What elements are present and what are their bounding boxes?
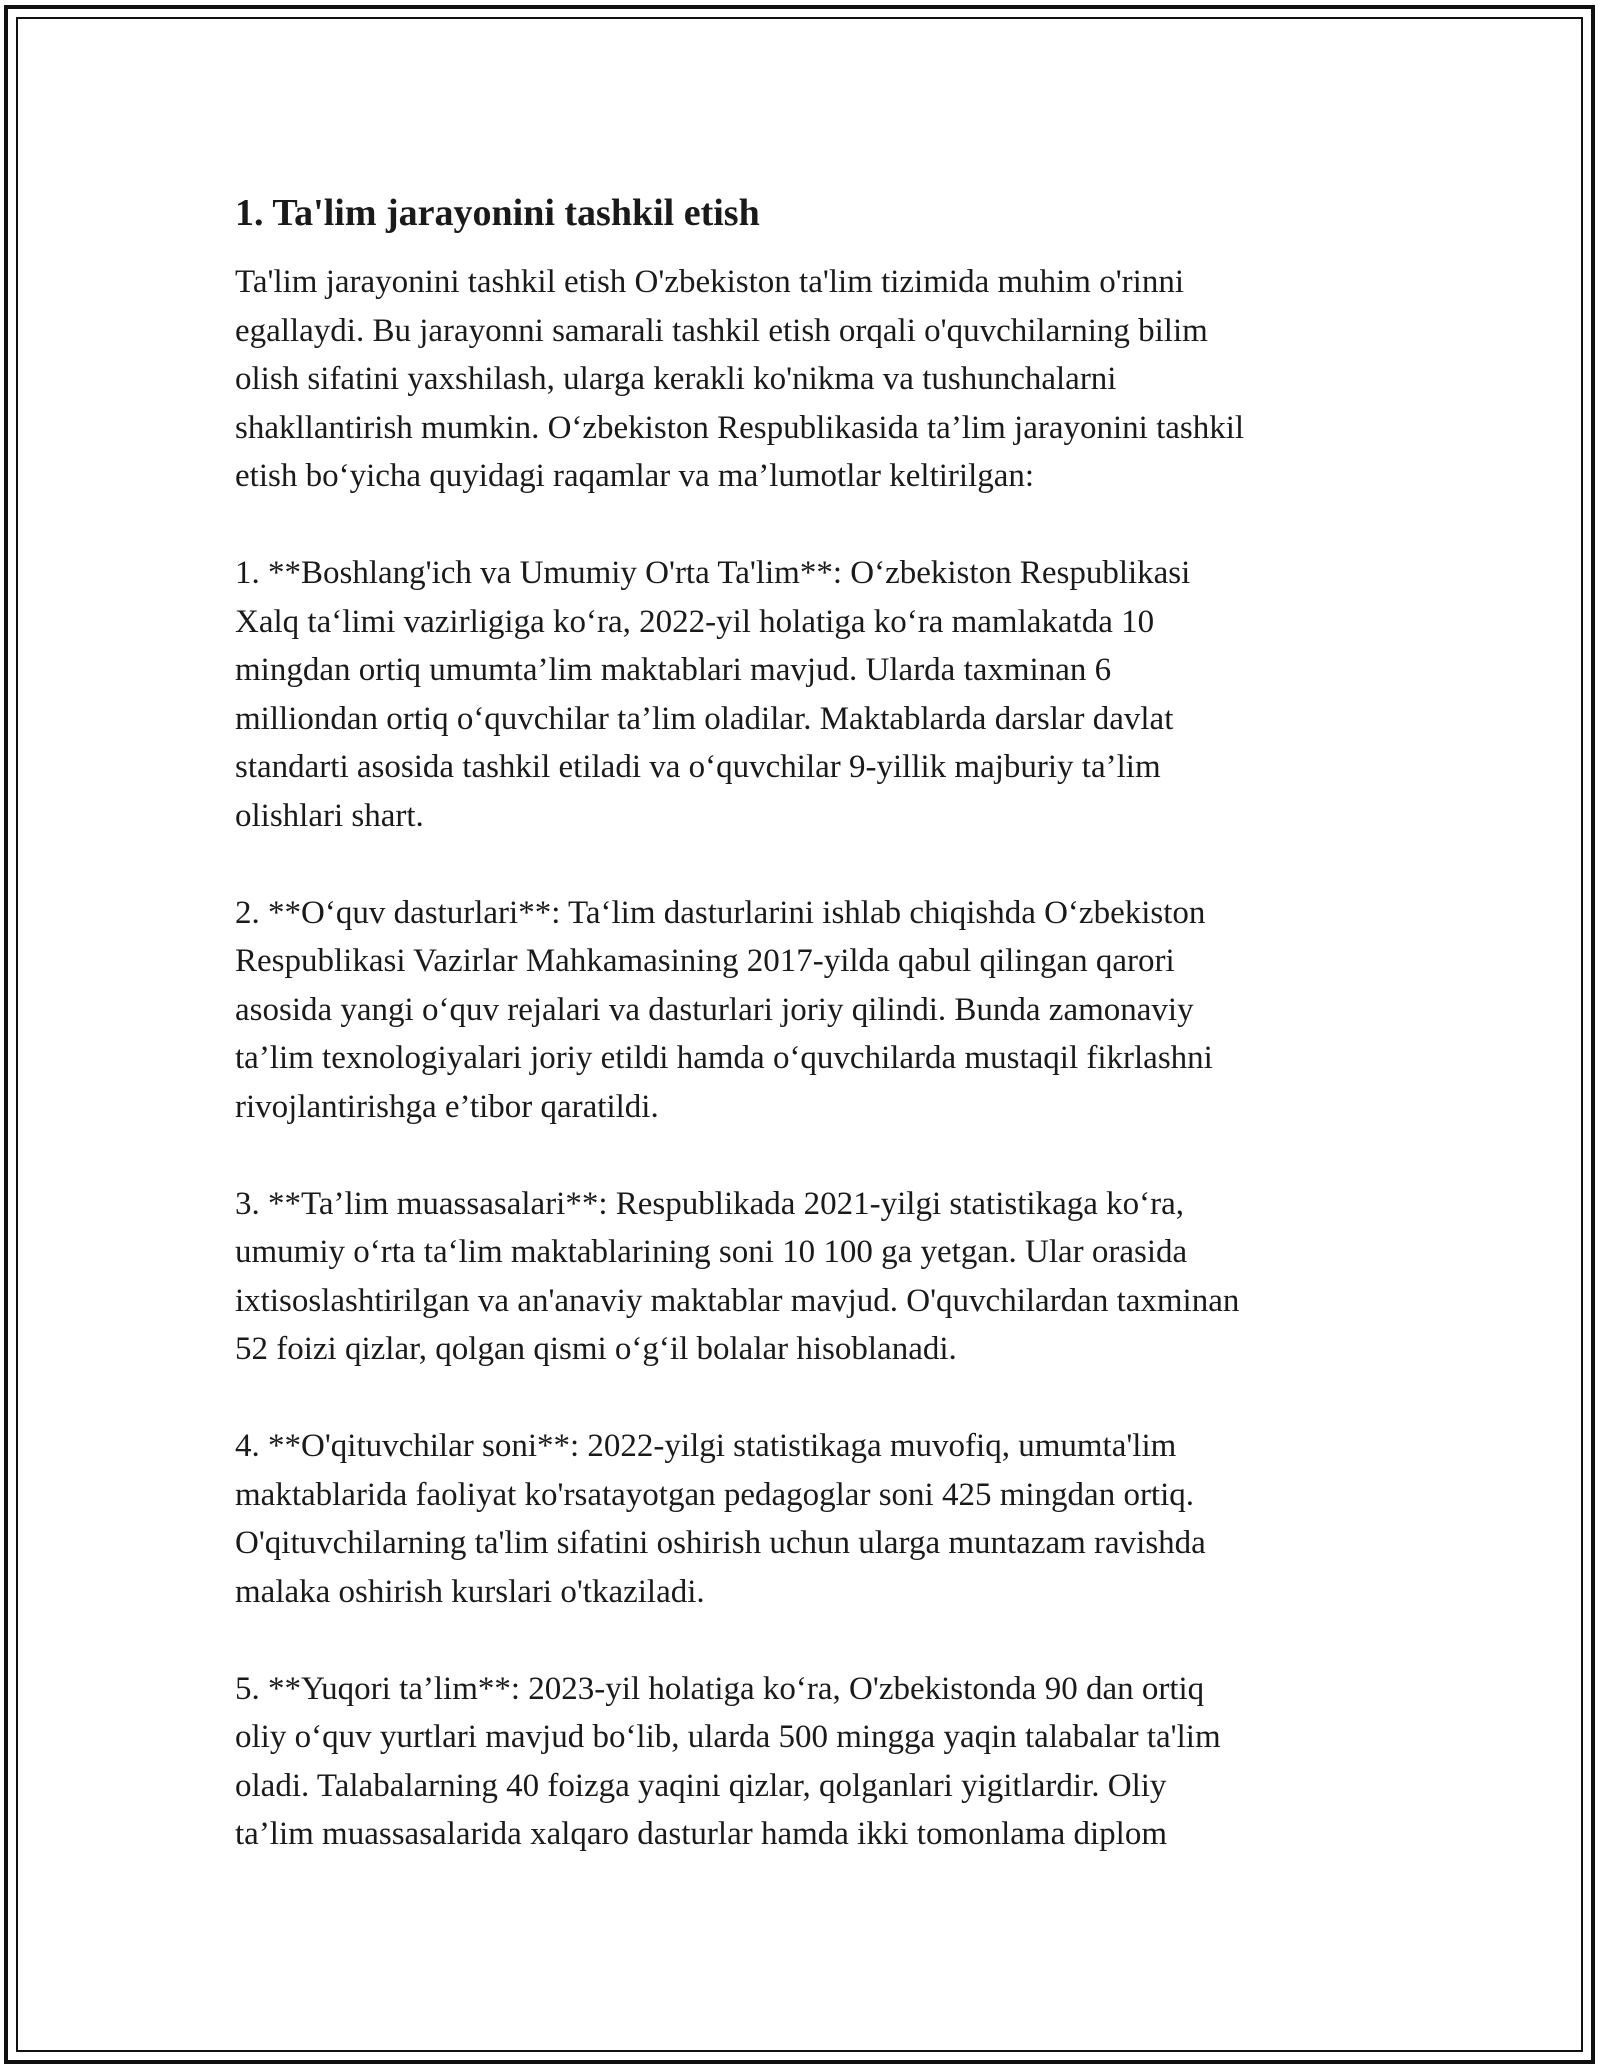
text-line: oladi. Talabalarning 40 foizga yaqini qizlar, qolganlari yigitlardir. Oliy [235,1767,1167,1804]
document-body [235,188,1365,1907]
text-line: 4. **O'qituvchilar soni**: 2022-yilgi statistikaga muvofiq, umumta'lim [235,1428,1177,1464]
text-line: malaka oshirish kurslari o'tkaziladi. [235,1573,705,1610]
text-line: mingdan ortiq umumta’lim maktablari mavjud. Ularda taxminan 6 [235,652,1112,688]
text-line: etish bo‘yicha quyidagi raqamlar va ma’lumotlar keltirilgan: [235,458,1035,494]
text-line: olishlari shart. [235,797,424,834]
text-line: Xalq ta‘limi vazirligiga ko‘ra, 2022-yil holatiga ko‘ra mamlakatda 10 [235,603,1155,640]
text-line: Ta'lim jarayonini tashkil etish O'zbekiston ta'lim tizimida muhim o'rinni [235,264,1184,300]
text-line: ta’lim muassasalarida xalqaro dasturlar hamda ikki tomonlama diplom [235,1816,1167,1852]
paragraph [235,258,1365,501]
text-line: shakllantirish mumkin. O‘zbekiston Respublikasida ta’lim jarayonini tashkil [235,409,1245,446]
paragraph [235,549,1365,840]
text-line: egallaydi. Bu jarayonni samarali tashkil etish orqali o'quvchilarning bilim [235,312,1208,349]
text-line: standarti asosida tashkil etiladi va o‘quvchilar 9-yillik majburiy ta’lim [235,749,1161,785]
text-line: 3. **Ta’lim muassasalari**: Respublikada 2021-yilgi statistikaga ko‘ra, [235,1185,1184,1222]
text-line: 1. **Boshlang'ich va Umumiy O'rta Ta'lim**: O‘zbekiston Respublikasi [235,555,1191,591]
text-line: 5. **Yuqori ta’lim**: 2023-yil holatiga ko‘ra, O'zbekistonda 90 dan ortiq [235,1670,1205,1707]
text-line: maktablarida faoliyat ko'rsatayotgan pedagoglar soni 425 mingdan ortiq. [235,1476,1195,1513]
text-line: rivojlantirishga e’tibor qaratildi. [235,1088,659,1125]
text-line: 52 foizi qizlar, qolgan qismi o‘g‘il bolalar hisoblanadi. [235,1331,957,1367]
text-line: olish sifatini yaxshilash, ularga kerakli ko'nikma va tushunchalarni [235,361,1117,397]
text-line: umumiy o‘rta ta‘lim maktablarining soni 10 100 ga yetgan. Ular orasida [235,1234,1188,1270]
text-line: oliy o‘quv yurtlari mavjud bo‘lib, ularda 500 mingga yaqin talabalar ta'lim [235,1719,1221,1755]
paragraph [235,1180,1365,1374]
paragraph [235,1422,1365,1616]
paragraph [235,889,1365,1132]
text-line: 2. **O‘quv dasturlari**: Ta‘lim dasturlarini ishlab chiqishda O‘zbekiston [235,894,1206,931]
text-line: Respublikasi Vazirlar Mahkamasining 2017-yilda qabul qilingan qarori [235,943,1175,979]
text-line: asosida yangi o‘quv rejalari va dasturlari joriy qilindi. Bunda zamonaviy [235,991,1194,1028]
paragraph-list [235,258,1365,1859]
text-line: milliondan ortiq o‘quvchilar ta’lim oladilar. Maktablarda darslar davlat [235,700,1174,737]
text-line: O'qituvchilarning ta'lim sifatini oshirish uchun ularga muntazam ravishda [235,1525,1206,1561]
section-heading: 1. Ta'lim jarayonini tashkil etish [235,192,760,234]
text-line: ta’lim texnologiyalari joriy etildi hamda o‘quvchilarda mustaqil fikrlashni [235,1040,1213,1076]
text-line: ixtisoslashtirilgan va an'anaviy maktablar mavjud. O'quvchilardan taxminan [235,1282,1240,1319]
paragraph [235,1665,1365,1859]
